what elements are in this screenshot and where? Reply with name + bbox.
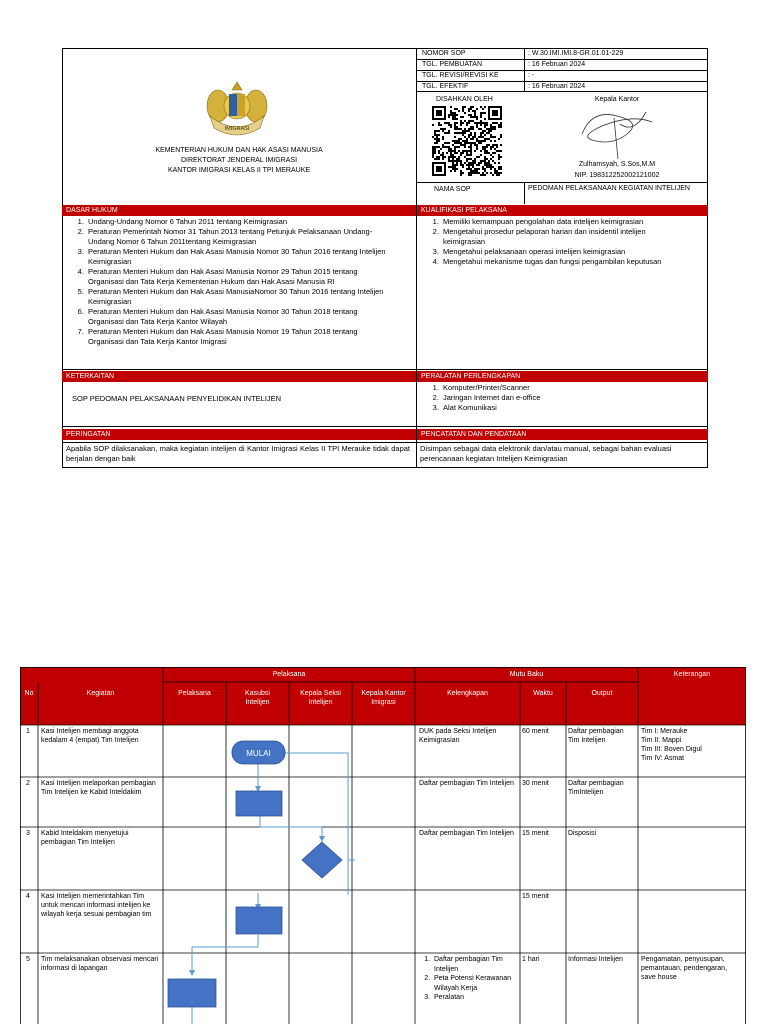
list-item: 3. Peralatan xyxy=(432,993,518,1003)
row-no: 1 xyxy=(26,728,30,735)
keterkaitan-text: SOP PEDOMAN PELAKSANAAN PENYELIDIKAN INTELIJEN xyxy=(72,394,282,403)
row-kegiatan: Kasi Intelijen memerintahkan Tim untuk mencari informasi intelijen ke wilayah kerja sesuai pembagian tim xyxy=(41,893,152,918)
header-col-kepala-seksi: Kepala Seksi Intelijen xyxy=(300,690,341,706)
meta-value: : - xyxy=(528,72,535,79)
kualifikasi-title: KUALIFIKASI PELAKSANA xyxy=(417,205,708,216)
row-kegiatan: Kabid Inteldakim menyetujui pembagian Tim Intelijen xyxy=(41,830,129,846)
peralatan-list xyxy=(417,383,687,413)
peringatan-title: PERINGATAN xyxy=(62,429,416,440)
list-item: 3. Alat Komunikasi xyxy=(441,403,687,413)
list-item: 1. Komputer/Printer/Scanner xyxy=(441,383,687,393)
meta-label: NOMOR SOP xyxy=(422,50,466,57)
row-waktu: 15 menit xyxy=(522,830,549,837)
row-no: 5 xyxy=(26,956,30,963)
logo-area xyxy=(62,48,416,204)
list-item: 6. Peraturan Menteri Hukum dan Hak Asasi Manusia Nomor 30 Tahun 2018 tentang Organisasi dan Tata Kerja Kantor Wilayah xyxy=(86,307,392,327)
row-no: 4 xyxy=(26,893,30,900)
process-box xyxy=(236,907,282,934)
row-waktu: 15 menit xyxy=(522,893,549,900)
header-col-kasubsi: Kasubsi Intelijen xyxy=(245,690,270,706)
list-item: 4. Peraturan Menteri Hukum dan Hak Asasi Manusia Nomor 29 Tahun 2015 tentang Organisasi dan Tata Kerja Kementerian Hukum dan Hak Asasi Manusia RI xyxy=(86,267,392,287)
flow-table xyxy=(20,667,746,1024)
list-item: 1. Daftar pembagian Tim Intelijen xyxy=(432,955,518,974)
row-waktu: 30 menit xyxy=(522,780,549,787)
header-waktu: Waktu xyxy=(533,690,553,697)
header-kegiatan: Kegiatan xyxy=(86,690,115,697)
meta-value: : 16 Februari 2024 xyxy=(528,83,586,90)
header-col-kepala-kantor: Kepala Kantor Imigrasi xyxy=(361,690,406,706)
list-item: 4. Mengetahui mekanisme tugas dan fungsi pengambilan keputusan xyxy=(441,257,687,267)
row-output: Daftar pembagian TimIntelijen xyxy=(568,780,624,796)
dasar-hukum-title: DASAR HUKUM xyxy=(62,205,416,216)
row-waktu: 60 menit xyxy=(522,728,549,735)
nama-sop-value: PEDOMAN PELAKSANAAN KEGIATAN INTELIJEN xyxy=(528,185,690,192)
qr-code-icon xyxy=(432,106,502,176)
list-item: 3. Peraturan Menteri Hukum dan Hak Asasi Manusia Nomor 30 Tahun 2016 tentang Intelijen Keimigrasian xyxy=(86,247,392,267)
sop-meta-table xyxy=(416,48,708,92)
meta-label: TGL. EFEKTIF xyxy=(422,83,469,90)
header-keterangan: Keterangan xyxy=(673,671,711,678)
imigrasi-emblem-icon xyxy=(202,76,272,142)
process-box xyxy=(236,791,282,816)
org-line3: KANTOR IMIGRASI KELAS II TPI MERAUKE xyxy=(167,167,311,174)
signer-nip: NIP. 198312252002121002 xyxy=(574,172,660,179)
signature-icon xyxy=(572,104,662,164)
list-item: 7. Peraturan Menteri Hukum dan Hak Asasi Manusia Nomor 19 Tahun 2018 tentang Organisasi dan Tata Kerja Kantor Imigrasi xyxy=(86,327,392,347)
list-item: 2. Peraturan Pemerintah Nomor 31 Tahun 2013 tentang Petunjuk Pelaksanaan Undang-Undang Nomor 6 Tahun 2011tentang Keimigrasian xyxy=(86,227,392,247)
org-line2: DIREKTORAT JENDERAL IMIGRASI xyxy=(180,157,298,164)
meta-label: TGL. PEMBUATAN xyxy=(422,61,483,68)
row-no: 2 xyxy=(26,780,30,787)
decision-diamond xyxy=(302,842,342,878)
signer-name: Zulhamsyah, S.Sos,M.M xyxy=(578,161,656,168)
peralatan-title: PERALATAN PERLENGKAPAN xyxy=(417,371,708,382)
keterkaitan-title: KETERKAITAN xyxy=(62,371,416,382)
peringatan-text: Apabila SOP dilaksanakan, maka kegiatan intelijen di Kantor Imigrasi Kelas II TPI Merauke tidak dapat berjalan dengan baik xyxy=(66,444,410,463)
header-kelengkapan: Kelengkapan xyxy=(447,690,488,697)
meta-label: TGL. REVISI/REVISI KE xyxy=(422,72,499,79)
process-box xyxy=(168,979,216,1007)
header-pelaksana: Pelaksana xyxy=(272,671,306,678)
row-kelengkapan: Daftar pembagian Tim Intelijen xyxy=(419,830,514,837)
row-kegiatan: Tim melaksanakan observasi mencari informasi di lapangan xyxy=(41,956,159,972)
logo-text: IMIGRASI xyxy=(224,126,250,132)
header-output: Output xyxy=(591,690,613,697)
list-item: 1. Undang-Undang Nomor 6 Tahun 2011 tentang Keimigrasian xyxy=(86,217,392,227)
header-col-pelaksana: Pelaksana xyxy=(178,690,211,697)
disahkan-oleh-label: DISAHKAN OLEH xyxy=(436,96,493,103)
row-kegiatan: Kasi Intelijen membagi anggota kedalam 4 (empat) Tim Intelijen xyxy=(41,728,139,744)
list-item: 2. Mengetahui prosedur pelaporan harian dan insidentil intelijen keimigrasian xyxy=(441,227,687,247)
pencatatan-text: Disimpan sebagai data elektronik dan/atau manual, sebagai bahan evaluasi perencanaan kegiatan Intelijen Keimigrasian xyxy=(420,444,672,463)
row-output: Informasi Intelijen xyxy=(568,956,623,963)
meta-value: : 16 Februari 2024 xyxy=(528,61,586,68)
header-mutu-baku: Mutu Baku xyxy=(509,671,544,678)
list-item: 5. Peraturan Menteri Hukum dan Hak Asasi ManusiaNomor 30 Tahun 2016 tentang Intelijen Keimigrasian xyxy=(86,287,392,307)
row-kegiatan: Kasi Intelijen melaporkan pembagian Tim Intelijen ke Kabid Inteldakim xyxy=(41,780,156,796)
header-no: No xyxy=(24,690,34,697)
flowchart xyxy=(20,667,746,1024)
meta-value: : W.30.IMI.IMI.8-GR.01.01-229 xyxy=(528,50,624,57)
list-item: 2. Jaringan Internet dan e-office xyxy=(441,393,687,403)
row-waktu: 1 hari xyxy=(522,956,540,963)
org-line1: KEMENTERIAN HUKUM DAN HAK ASASI MANUSIA xyxy=(155,147,323,154)
list-item: 2. Peta Potensi Kerawanan Wilayah Kerja xyxy=(432,974,518,993)
row-output: Daftar pembagian Tim Intelijen xyxy=(568,728,624,744)
start-label: MULAI xyxy=(246,749,271,758)
kepala-kantor-label: Kepala Kantor xyxy=(594,96,640,103)
row-kelengkapan: Daftar pembagian Tim Intelijen xyxy=(419,780,514,787)
list-item: 1. Memiliki kemampuan pengolahan data intelijen keimigrasian xyxy=(441,217,687,227)
nama-sop-label: NAMA SOP xyxy=(434,186,471,193)
kualifikasi-list xyxy=(417,217,687,267)
row-keterangan: Pengamatan, penyusupan, pemantauan, pendengaran, save house xyxy=(641,956,728,981)
row-output: Disposisi xyxy=(568,830,597,837)
pencatatan-title: PENCATATAN DAN PENDATAAN xyxy=(417,429,708,440)
row-kelengkapan: DUK pada Seksi Intelijen Keimigrasian xyxy=(419,728,497,744)
row-no: 3 xyxy=(26,830,30,837)
list-item: 3. Mengetahui pelaksanaan operasi intelijen keimigrasian xyxy=(441,247,687,257)
row-keterangan: Tim I: Merauke Tim II: Mappi Tim III: Boven Digul Tim IV: Asmat xyxy=(641,728,702,762)
dasar-hukum-list xyxy=(62,217,392,347)
